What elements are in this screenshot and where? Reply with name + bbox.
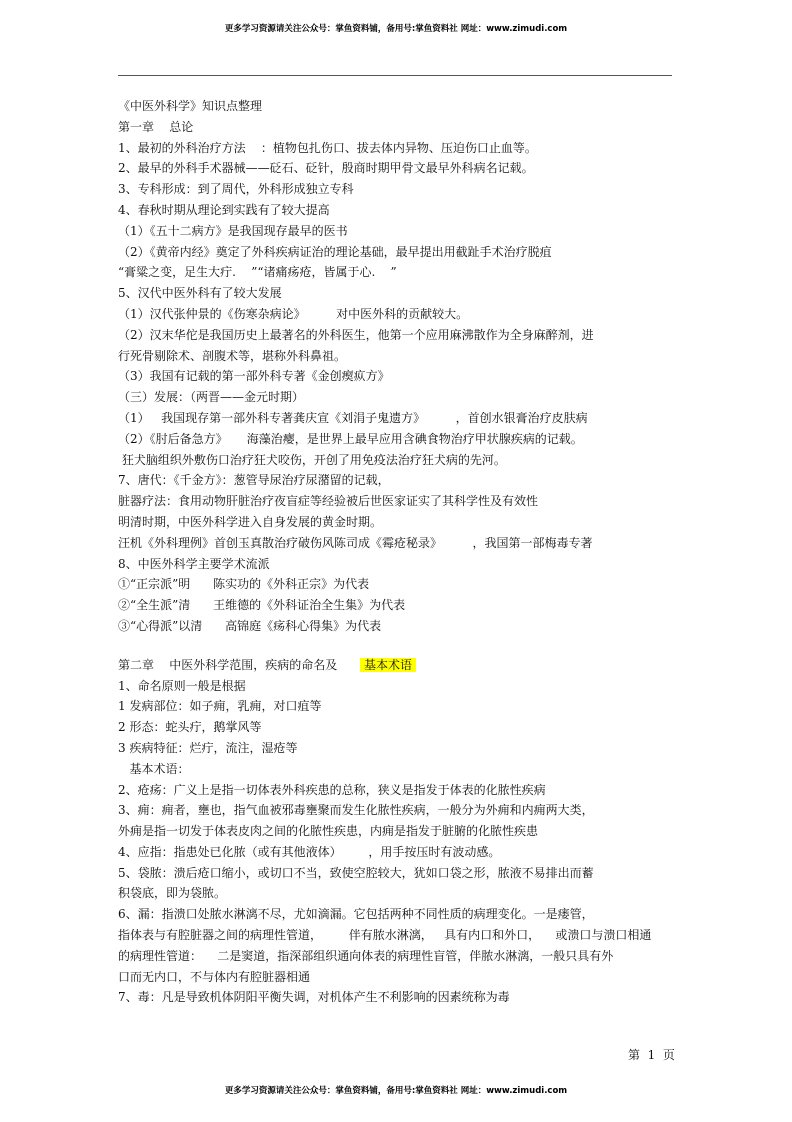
text-line: 狂犬脑组织外敷伤口治疗狂犬咬伤，开创了用免疫法治疗狂犬病的先河。 <box>118 452 506 467</box>
text-line: （三）发展：（两晋——金元时期） <box>118 390 305 405</box>
text-line: （1）汉代张仲景的《伤寒杂病论》 对中医外科的贡献较大。 <box>118 306 469 321</box>
text-line: 指体表与有腔脏器之间的病理性管道， 伴有脓水淋漓， 具有内口和外口， 或溃口与溃口相通 <box>118 928 652 943</box>
chapter-2-heading-text: 第二章 中医外科学范围，疾病的命名及 <box>118 657 361 672</box>
text-line: 行死骨剔除术、剖腹术等，堪称外科鼻祖。 <box>118 348 347 363</box>
text-line: 7、毒：凡是导致机体阴阳平衡失调，对机体产生不利影响的因素统称为毒 <box>118 990 510 1005</box>
doc-title: 《中医外科学》知识点整理 <box>118 99 263 113</box>
text-line: 8、中医外科学主要学术流派 <box>118 556 270 571</box>
text-line: ②“全生派”清 王维德的《外科证治全生集》为代表 <box>118 598 406 613</box>
text-line: 1 发病部位：如子痈，乳痈，对口疽等 <box>118 699 322 714</box>
text-line: 3 疾病特征：烂疔，流注，湿疮等 <box>118 740 298 755</box>
text-line: 明清时期，中医外科学进入自身发展的黄金时期。 <box>118 514 383 529</box>
text-line: （1） 我国现存第一部外科专著龚庆宣《刘涓子鬼遗方》 ，首创水银膏治疗皮肤病 <box>118 410 588 425</box>
text-line: 7、唐代：《千金方》：葱管导尿治疗尿潴留的记载， <box>118 473 390 488</box>
text-line: 脏器疗法：食用动物肝脏治疗夜盲症等经验被后世医家证实了其科学性及有效性 <box>118 494 539 509</box>
text-line: “膏粱之变，足生大疔. ”“诸痛疡疮，皆属于心. ” <box>118 265 397 280</box>
chapter-2-heading <box>118 655 678 676</box>
header-rule <box>118 75 672 76</box>
text-line: 3、专科形成：到了周代，外科形成独立专科 <box>118 182 354 197</box>
highlighted-term: 基本术语 <box>360 657 416 672</box>
text-line: 2、疮疡：广义上是指一切体表外科疾患的总称，狭义是指发于体表的化脓性疾病 <box>118 782 546 797</box>
text-line: 1、最初的外科治疗方法 ：植物包扎伤口、拔去体内异物、压迫伤口止血等。 <box>118 140 537 155</box>
text-line: 外痈是指一切发于体表皮肉之间的化脓性疾患，内痈是指发于脏腑的化脓性疾患 <box>118 824 539 839</box>
text-line: 1、命名原则一般是根据 <box>118 678 246 693</box>
text-line: 积袋底，即为袋脓。 <box>118 886 227 901</box>
text-line: 6、漏：指溃口处脓水淋漓不尽，尤如滴漏。它包括两种不同性质的病理变化。一是瘘管， <box>118 907 594 922</box>
text-line: 的病理性管道： 二是窦道，指深部组织通向体表的病理性盲管，伴脓水淋漓，一般只具有外 <box>118 948 614 963</box>
text-line: 5、袋脓：溃后疮口缩小，或切口不当，致使空腔较大，犹如口袋之形，脓液不易排出而蓄 <box>118 865 594 880</box>
text-line: 2 形态：蛇头疔，鹅掌风等 <box>118 720 262 735</box>
page-header: 更多学习资源请关注公众号：掌鱼资料铺，备用号:掌鱼资料社 网址：www.zimudi.com <box>224 24 568 34</box>
text-line: （2）汉末华佗是我国历史上最著名的外科医生，他第一个应用麻沸散作为全身麻醉剂，进 <box>118 327 594 342</box>
text-line: 4、应指：指患处已化脓（或有其他液体） ，用手按压时有波动感。 <box>118 844 501 859</box>
text-line: 2、最早的外科手术器械——砭石、砭针，殷商时期甲骨文最早外科病名记载。 <box>118 161 534 176</box>
section-gap <box>118 637 678 655</box>
text-line: （2）《黄帝内经》奠定了外科疾病证治的理论基础，最早提出用截趾手术治疗脱疽 <box>118 244 552 259</box>
text-line: 4、春秋时期从理论到实践有了较大提高 <box>118 202 330 217</box>
text-line: ①“正宗派”明 陈实功的《外科正宗》为代表 <box>118 577 370 592</box>
text-line: 5、汉代中医外科有了较大发展 <box>118 286 282 301</box>
text-line: ③“心得派”以清 高锦庭《疡科心得集》为代表 <box>118 618 382 633</box>
chapter-1-heading: 第一章 总论 <box>118 119 194 134</box>
text-line: （3）我国有记载的第一部外科专著《金创瘈疭方》 <box>118 369 390 384</box>
text-line: 口而无内口，不与体内有腔脏器相通 <box>118 969 311 984</box>
text-line: （2）《肘后备急方》 海藻治瘿，是世界上最早应用含碘食物治疗甲状腺疾病的记载。 <box>118 431 583 446</box>
page-number: 第 1 页 <box>628 1048 675 1062</box>
text-line: 3、痈：痈者，壅也，指气血被邪毒壅聚而发生化脓性疾病，一般分为外痈和内痈两大类， <box>118 803 594 818</box>
page-footer: 更多学习资源请关注公众号：掌鱼资料铺，备用号:掌鱼资料社 网址：www.zimudi.com <box>224 1086 568 1096</box>
document-body <box>118 96 678 1008</box>
text-line: （1）《五十二病方》是我国现存最早的医书 <box>118 223 348 238</box>
text-line: 汪机《外科理例》首创玉真散治疗破伤风陈司成《霉疮秘录》 ，我国第一部梅毒专著 <box>118 535 593 550</box>
text-line: 基本术语： <box>118 761 190 776</box>
